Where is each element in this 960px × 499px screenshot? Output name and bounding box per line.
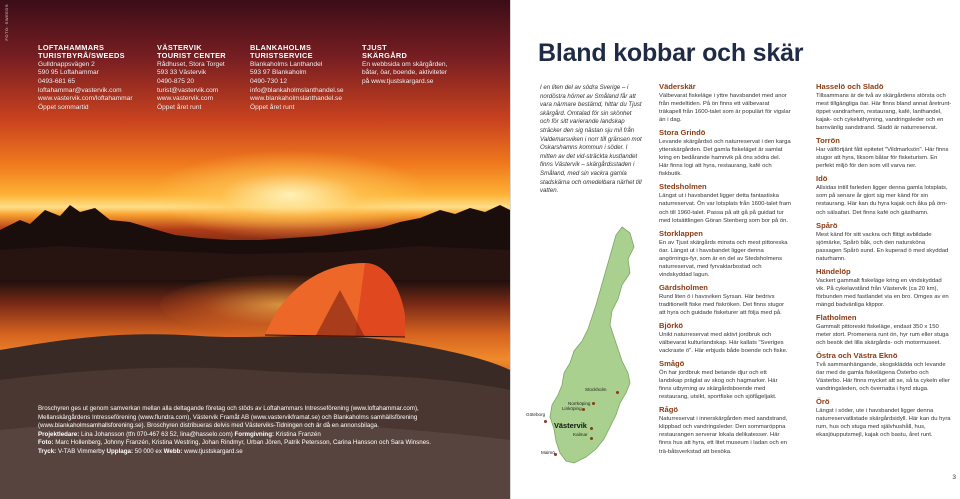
office-line: 593 97 Blankaholm — [250, 69, 307, 77]
island-list-middle — [659, 82, 791, 456]
text-page — [510, 0, 960, 499]
office-title: TJUST — [362, 43, 387, 52]
office-subtitle: TURISTSERVICE — [250, 51, 313, 61]
office-line: båtar, öar, boende, aktiviteter — [362, 69, 448, 77]
office-phone: 0493-681 65 — [38, 78, 76, 85]
credits-line: Tryck: V-TAB Vimmerby Upplaga: 50 000 ex Webb: www.tjustskargard.se — [38, 447, 243, 455]
office-subtitle: SKÄRGÅRD — [362, 51, 408, 61]
office-website[interactable]: www.vastervik.com/loftahammar — [38, 95, 133, 103]
tourist-office-vastervik — [157, 44, 226, 112]
map-label-vastervik: Västervik — [554, 421, 587, 430]
office-line: 590 95 Loftahammar — [38, 69, 99, 77]
section-heading: Storklappen — [659, 228, 703, 238]
section-heading: Östra och Västra Eknö — [816, 351, 898, 361]
tourist-office-loftahammar — [38, 44, 133, 112]
page-gutter — [510, 0, 511, 499]
map-label-stockholm: Stockholm — [585, 387, 607, 392]
map-label-linkoping: Linköping — [562, 406, 582, 411]
map-marker-linkoping — [582, 408, 585, 411]
office-hours: Öppet sommartid — [38, 103, 89, 111]
section-body: En av Tjust skärgårds minsta och mest pittoreska öar. Längst ut i havsbandet ligger denna angörnings-fyr, som är en del av Stedsholmens naturreservat, med fyrvaktarbostad och vindskyddad lagun. — [659, 239, 788, 278]
section-body: Vackert gammalt fiskeläge kring en vindskyddad vik. På cykelavstånd från Västervik (ca 20 km), förbunden med fastlandet via en bro. Omges av en mängd badvänliga klippor. — [816, 277, 949, 308]
map-marker-vastervik — [590, 427, 593, 430]
office-phone: 0490-730 12 — [250, 78, 288, 85]
section-heading: Stora Grindö — [659, 128, 706, 138]
credits-line: (www.blankaholmsamhallsforening.se). Broschyren distribueras delvis med Västerviks-Tidningen och är då en annonsbilaga. — [38, 422, 379, 430]
office-website[interactable]: www.blankaholmslanthandel.se — [250, 95, 342, 103]
office-line: 593 33 Västervik — [157, 69, 207, 77]
section-body: Naturreservat i innerskärgården med sandstrand, klippbad och vandringsleder. Den sommaröppna restaurangen serverar lokala delikatesser. Här finns hus att hyra, ett litet museum i ladan och en trä-båtsverkstad att besöka. — [659, 416, 788, 455]
tent — [255, 255, 415, 345]
section-body: Längst ut i havsbandet ligger detta fantastiska naturreservat. Ön var lotsplats från 1600-talet fram och till 1960-talet. Passa på att gå på guidad tur med lotsättlingen Göran Stenberg som bor på ön. — [659, 193, 791, 224]
office-title: VÄSTERVIK — [157, 43, 202, 52]
section-body: Ön har jordbruk med betande djur och ett landskap präglat av skog och hagmarker. Här finns utbyrning av skärgårdsboende med restaurang, utsikt, sportfiske och sjöfågeljakt. — [659, 370, 778, 401]
office-website[interactable]: www.vastervik.com — [157, 95, 214, 103]
section-body: Mest känd för sitt vackra och flitigt avbildade sjömärke, Spårö båk, och den natursköna passagen Spårö sund. En kuperad ö med skyddad naturhamn. — [816, 231, 949, 262]
section-heading: Stedsholmen — [659, 182, 707, 192]
office-title: LOFTAHAMMARS — [38, 43, 105, 52]
office-email[interactable]: turist@vastervik.com — [157, 86, 219, 94]
office-hours: Öppet året runt — [250, 103, 295, 111]
section-heading: Gärdsholmen — [659, 282, 708, 292]
office-email[interactable]: info@blankaholmslanthandel.se — [250, 86, 344, 94]
section-heading: Rågö — [659, 405, 678, 415]
office-subtitle: TOURIST CENTER — [157, 51, 226, 61]
section-body: Unikt naturreservat med aktivt jordbruk och välbevarat kulturlandskap. Här kallats "Sveriges vackraste ö". Här erbjuds både boende och fiske. — [659, 331, 788, 355]
office-title: BLANKAHOLMS — [250, 43, 312, 52]
credits-line: Projektledare: Lina Johansson (tfn 070-467 63 52, lina@hasselo.com) Formgivning: Kristina Franzén — [38, 430, 321, 438]
tjust-skargard-info — [362, 44, 480, 87]
office-subtitle: TURISTBYRÅ/SWEEDS — [38, 51, 125, 61]
office-hours: Öppet året runt — [157, 103, 202, 111]
office-phone: 0490-875 20 — [157, 78, 195, 85]
publication-credits — [38, 405, 498, 457]
section-heading: Torrön — [816, 136, 840, 146]
office-line: Blankaholms Lanthandel — [250, 60, 323, 68]
section-body: Levande skärgårdsö och naturreservat i den karga ytterskärgården. Det gamla fiskeläget är samlat kring en bedårande hamnvik på öns södra del. Här finns logi att hyra, restaurang, kafé och fiskbutik. — [659, 139, 791, 178]
credits-line: Foto: Marc Hollenberg, Johnny Franzén, Kristina Westring, Johan Rindmyr, Urban Jören, Patrik Petersson, Carina Hansson och Sara Winsnes. — [38, 439, 431, 447]
office-website[interactable]: på www.tjustskargard.se — [362, 78, 434, 85]
section-body: Välbevarat fiskeläge i yttre havsbandet med anor från medeltiden. På ön finns ett välbevarat träkapell från 1600-talet som är populärt för vigslar än i dag. — [659, 93, 791, 124]
section-body: Allsidas intill farleden ligger denna gamla lotsplats, som på senare år gjort sig mer känd för sin restaurang. Här kan du hyra kajak och åka på örn-och sälsafari. Det finns kafé och gästhamn. — [816, 185, 948, 216]
section-heading: Örö — [816, 397, 830, 407]
section-heading: Spårö — [816, 220, 838, 230]
map-label-malmo: Malmö — [541, 450, 555, 455]
map-marker-stockholm — [616, 391, 619, 394]
office-email[interactable]: loftahammar@vastervik.com — [38, 86, 122, 94]
section-heading: Idö — [816, 174, 828, 184]
section-body: Två sammanhängande, skogsklädda och levande öar med de gamla fiskelägena Österbo och Västerbo. Här finns mycket att se, så ta cykeln eller vandringsleden, och övernatta i hyrd stuga. — [816, 362, 950, 393]
office-line: Gulldnappsvägen 2 — [38, 60, 95, 68]
section-heading: Flatholmen — [816, 312, 857, 322]
section-heading: Smågö — [659, 359, 685, 369]
map-label-norrkoping: Norrköping — [568, 401, 591, 406]
page-title: Bland kobbar och skär — [538, 39, 804, 67]
section-body: Rund liten ö i havsviken Syrsan. Här bedrivs traditionellt fiske med fiskröken. Det finns stugor att hyra och guidade fisketurer att följa med på. — [659, 293, 785, 316]
map-label-goteborg: Göteborg — [526, 412, 546, 417]
map-marker-norrkoping — [592, 402, 595, 405]
section-body: Tillsammans är de två av skärgårdens största och mest tillgängliga öar. Här finns bland annat åretruntöppet vandrarhem, restaurang, kafé, lanthandel, kajak- och cykeluthyrning, vandringsleder och en barnvänlig sandstrand. Sladö är naturreservat. — [816, 93, 952, 132]
credits-line: Mellanskärgårdens Intresseförening (www.flundra.com), Västervik Framåt AB (www.vastervikframat.se) och Blankaholms samhällsförening — [38, 413, 418, 421]
section-heading: Hasselö och Sladö — [816, 82, 884, 91]
photo-credit: FOTO: SWEEDS — [4, 4, 9, 41]
section-heading: Väderskär — [659, 82, 696, 91]
intro-text: I en liten del av södra Sverige – i nordöstra hörnet av Småland får att vara närmare bestämd, hittar du Tjust skärgård. Omtalad för sin skönhet och för sitt varierande landskap sträcker den sig nästan sju mil från Valdemarsviken i norr till gränsen mot Oskarshamns kommun i söder. I mitten av det vid-sträckta kustlandet finns Västervik – skärgårdsstaden i Småland, med sin vackra gamla stadskärna och omedelbara närhet till vatten. — [540, 84, 642, 195]
map-marker-kalmar — [590, 437, 593, 440]
office-line: En webbsida om skärgården, — [362, 60, 448, 68]
map-marker-goteborg — [544, 420, 547, 423]
section-heading: Björkö — [659, 320, 684, 330]
section-body: Längst i söder, ute i havsbandet ligger denna naturreservatlistade skärgårdsidyll. Här kan du hyra rum, hus och stuga med självhushåll, hus, ekasjöupputsmejl, kajak och bastu, året runt. — [816, 408, 951, 439]
credits-line: Broschyren ges ut genom samverkan mellan alla deltagande företag och stöds av Loftahammars Intresseförening (www.loftahammar.com), — [38, 405, 419, 412]
page-number: 3 — [952, 474, 956, 481]
section-body: Har välförtjänt fått epitetet "Vildmarksön". Här finns stugor att hyra, liksom båtar för fisketurism. En perfekt miljö för den som vill varva ner. — [816, 147, 949, 170]
office-line: Rådhuset, Stora Torget — [157, 60, 225, 68]
map-label-kalmar: Kalmar — [573, 432, 588, 437]
island-list-right — [816, 82, 952, 439]
tourist-office-blankaholm — [250, 44, 344, 112]
section-heading: Händelöp — [816, 266, 851, 276]
section-body: Gammalt pittoreskt fiskeläge, endast 350 x 150 meter stort. Promenera runt ön, hyr rum eller stuga och besök det lilla skärgårds- och motormuseet. — [816, 323, 949, 347]
